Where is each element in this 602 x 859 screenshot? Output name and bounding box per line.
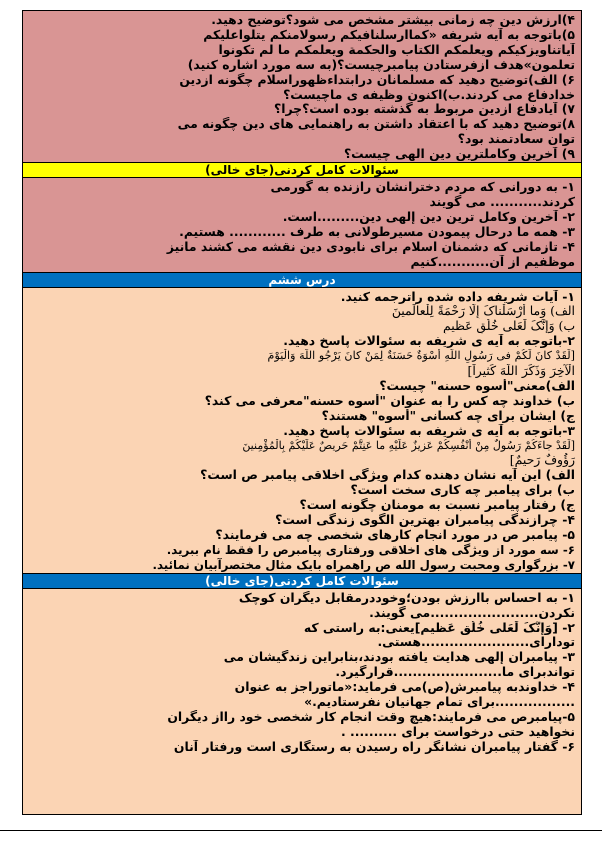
fill-in-line: نخواهید حتی درخواست برای .......... . [341, 724, 575, 739]
worksheet-page [22, 10, 582, 815]
question-line: ج) ایشان برای چه کسانی "أسوه" هستند؟ [321, 408, 575, 423]
fill-in-line: ۱- به احساس باارزش بودن؛وخوددرمقابل دیگران کوچک [238, 590, 575, 605]
fill-in-line: ۳- همه ما درحال پیمودن مسیرطولانی به طرف ............ هستیم. [179, 224, 575, 239]
question-line: خدادفاع می کردند.ب)اکنون وظیفه ی ماچیست؟ [283, 87, 575, 102]
question-line: الف) این آیه نشان دهنده کدام ویژگی اخلاقی پیامبر ص است؟ [200, 468, 575, 483]
verse-line: الف) وَما أَرْسَلْناکَ إِلّا رَحْمَةً لِلْعالَمینَ [391, 304, 575, 319]
question-line: توان سعادتمند بود؟ [457, 132, 575, 147]
fill-in-section-2 [23, 589, 581, 815]
question-line: ۴)ارزش دین چه زمانی بیشتر مشخص می شود؟توضیح دهید. [211, 13, 575, 27]
fill-in-line: کردند........... می گویند [429, 194, 575, 209]
question-line: ۵)باتوجه به آیه شریفه «کماارسلنافیکم رسولامنکم یتلواعلیکم [203, 27, 575, 42]
section-header-fill-in: سئوالات کامل کردنی(جای خالی) [23, 162, 581, 178]
question-line: ج) رفتار پیامبر نسبت به مومنان چگونه است؟ [299, 498, 575, 513]
question-line: الف)معنی"أسوه حسنه" چیست؟ [379, 378, 575, 393]
questions-section-1 [23, 11, 581, 162]
page-bottom-rule [0, 830, 602, 831]
fill-in-line: موظفیم از آن...........کنیم [410, 254, 575, 269]
fill-in-line: ۲- آخرین وکامل ترین دین إلهی دین.........است. [282, 209, 575, 224]
question-line: ۷- بزرگواری ومحبت رسول الله ص راهمراه بایک مثال مختصرآبیان نمائید. [152, 557, 575, 572]
question-line: ۱- آیات شریفه داده شده راترجمه کنید. [340, 289, 575, 304]
fill-in-line: ۴- خداوندبه پیامبرش(ص)می فرماید:«ماتوراجز به عنوان [234, 680, 575, 695]
fill-in-line: ۳- پیامبران إلهی هدایت یافته بودند،بنابراین زندگیشان می [223, 650, 575, 665]
question-line: ۳-باتوجه به آیه ی شریفه به سئوالات پاسخ دهید. [283, 423, 575, 438]
questions-section-lesson-6 [23, 288, 581, 573]
fill-in-section-1 [23, 178, 581, 271]
fill-in-line: تودارای.......................هستی. [377, 635, 575, 650]
fill-in-line: .................برای تمام جهانیان نفرستادیم.» [304, 695, 575, 710]
question-line: ۵- پیامبر ص در مورد انجام کارهای شخصی چه می فرمایند؟ [215, 528, 575, 542]
fill-in-line: ۵-پیامبرص می فرمایند:هیچ وقت انجام کار شخصی خود رااز دیگران [167, 709, 575, 724]
section-header-fill-in-2: سئوالات کامل کردنی(جای خالی) [23, 573, 581, 589]
question-line: تعلمون»هدف ازفرستادن پیامبرچیست؟(به سه مورد اشاره کنید) [187, 57, 575, 72]
fill-in-line: نکردن.......................می گویند. [369, 605, 575, 620]
fill-in-line: ۱- به دورانی که مردم دخترانشان رازنده به گورمی [270, 180, 575, 195]
question-line: ب) خداوند چه کس را به عنوان "أسوه حسنه"معرفی می کند؟ [204, 393, 575, 408]
question-line: ۶) الف)توضیح دهید که مسلمانان درابتداءظهوراسلام چگونه ازدین [179, 72, 575, 87]
verse-line: رَؤُوفٌ رَحیمٌ] [509, 453, 575, 468]
question-line: ۸)توضیح دهید که با اعتقاد داشتن به راهنمایی های دین چگونه می [177, 117, 575, 132]
fill-in-line: ۶- گفتار پیامبران نشانگر راه رسیدن به رستگاری است ورفتار آنان [173, 739, 575, 754]
verse-line: [لَقَدْ کانَ لَکُمْ فی رَسُولِ اللَّهِ أُسْوَةٌ حَسَنَةٌ لِمَنْ کانَ یَرْجُو اللَّهَ وَالْیَوْمَ [267, 349, 575, 363]
fill-in-line: تواندبرای ما.......................قرارگیرد. [335, 665, 575, 680]
question-line: ۴- چرازندگی پیامبران بهترین الگوی زندگی است؟ [275, 513, 575, 528]
question-line: ۷) آیادفاع ازدین مربوط به گذشته بوده است؟چرا؟ [274, 102, 575, 117]
verse-line: [لَقَدْ جاءَکُمْ رَسُولٌ مِنْ أَنْفُسِکُمْ عَزیزٌ عَلَیْهِ ما عَنِتُّمْ حَریصٌ عَلَیْکُمْ بِالْمُؤْمِنینَ [242, 438, 575, 452]
question-line: آیاتناویزکیکم ویعلمکم الکتاب والحکمة ویعلمکم ما لم تکونوا [218, 42, 575, 57]
verse-line: ب) وَإِنَّکَ لَعَلى خُلُقٍ عَظیمٍ [442, 319, 575, 334]
question-line: ب) برای پیامبر چه کاری سخت است؟ [350, 483, 575, 498]
question-line: ۶- سه مورد از ویژگی های اخلاقی ورفتاری پیامبرص را فقط نام ببرید. [166, 542, 575, 557]
fill-in-line: ۴- تازمانی که دشمنان اسلام برای نابودی دین نقشه می کشند مانیز [166, 239, 575, 254]
question-line: ۲-باتوجه به آیه ی شریفه به سئوالات پاسخ دهید. [283, 334, 575, 349]
fill-in-line: ۲- [وَإِنَّکَ لَعَلى خُلُقٍ عَظیمٍ]یعنی:به راستی که [303, 620, 575, 635]
lesson-header: درس ششم [23, 272, 581, 288]
question-line: ۹) آخرین وکاملترین دین الهی چیست؟ [343, 147, 575, 162]
verse-line: الْآخِرَ وَذَکَرَ اللَّهَ کَثیراً] [467, 364, 575, 379]
